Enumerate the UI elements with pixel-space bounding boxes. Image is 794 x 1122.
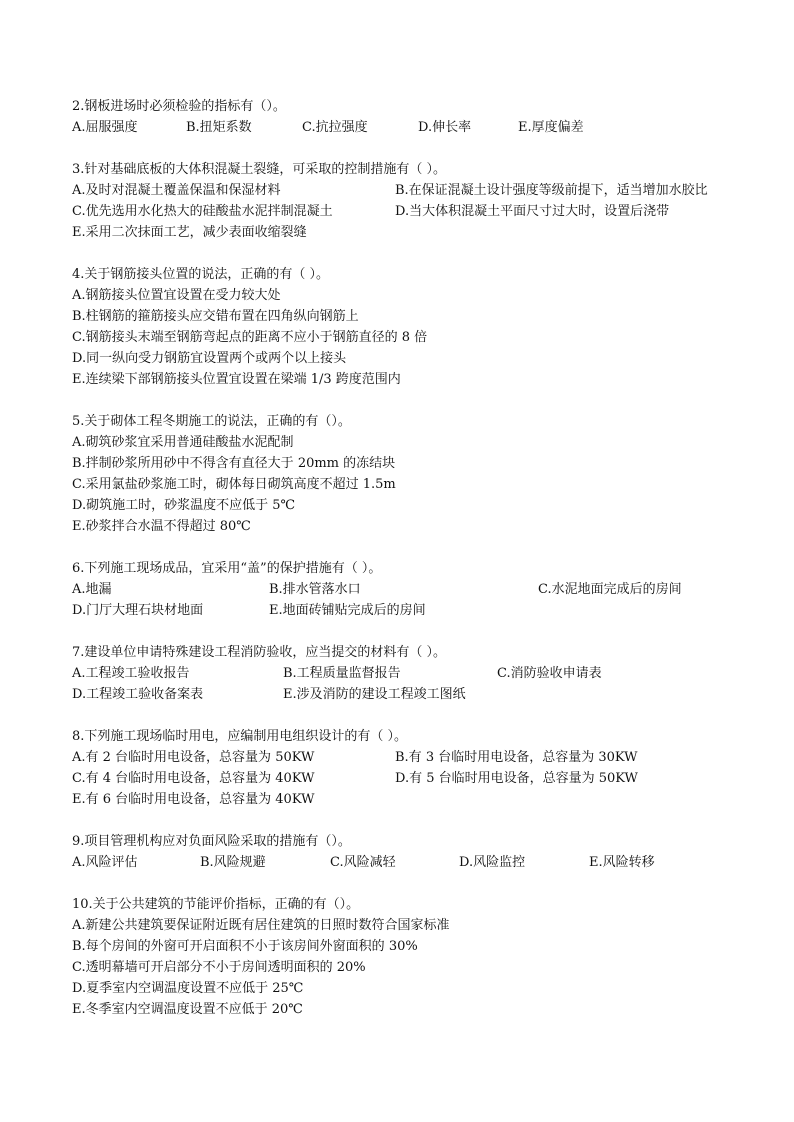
question-list [72,96,752,1020]
option-c: C.钢筋接头末端至钢筋弯起点的距离不应小于钢筋直径的 8 倍 [72,330,428,345]
option-e: E.冬季室内空调温度设置不应低于 20℃ [72,1002,303,1017]
option-b: B.在保证混凝土设计强度等级前提下，适当增加水胶比 [395,183,708,198]
option-a: A.地漏 [72,582,112,597]
question-stem: 8.下列施工现场临时用电，应编制用电组织设计的有（ ）。 [72,729,408,744]
option-c: C.水泥地面完成后的房间 [538,582,682,597]
option-a: A.钢筋接头位置宜设置在受力较大处 [72,288,281,303]
option-a: A.屈服强度 [72,120,138,135]
option-d: D.风险监控 [459,855,526,870]
options-row [72,768,752,789]
option-e: E.厚度偏差 [518,120,584,135]
option-a: A.砌筑砂浆宜采用普通硅酸盐水泥配制 [72,435,294,450]
option-d: D.夏季室内空调温度设置不应低于 25℃ [72,981,304,996]
options-row [72,201,752,222]
option-a: A.工程竣工验收报告 [72,666,190,681]
question-3 [72,159,752,243]
option-c: C.透明幕墙可开启部分不小于房间透明面积的 20% [72,960,366,975]
options-row [72,117,752,138]
question-9 [72,831,752,873]
option-e: E.有 6 台临时用电设备，总容量为 40KW [72,792,315,807]
question-stem: 10.关于公共建筑的节能评价指标，正确的有（）。 [72,897,360,912]
option-b: B.有 3 台临时用电设备，总容量为 30KW [395,750,638,765]
option-e: E.采用二次抹面工艺，减少表面收缩裂缝 [72,225,307,240]
question-6 [72,558,752,621]
question-stem: 5.关于砌体工程冬期施工的说法，正确的有（）。 [72,414,351,429]
options-row [72,747,752,768]
options-row [72,789,752,810]
question-7 [72,642,752,705]
question-stem: 7.建设单位申请特殊建设工程消防验收，应当提交的材料有（ ）。 [72,645,447,660]
options-row [72,852,752,873]
option-d: D.当大体积混凝土平面尺寸过大时，设置后浇带 [395,204,670,219]
option-c: C.采用氯盐砂浆施工时，砌体每日砌筑高度不超过 1.5m [72,477,396,492]
question-8 [72,726,752,810]
option-e: E.地面砖铺贴完成后的房间 [269,603,426,618]
option-e: E.风险转移 [589,855,655,870]
option-d: D.同一纵向受力钢筋宜设置两个或两个以上接头 [72,351,347,366]
option-a: A.新建公共建筑要保证附近既有居住建筑的日照时数符合国家标准 [72,918,450,933]
option-a: A.有 2 台临时用电设备，总容量为 50KW [72,750,315,765]
question-stem: 9.项目管理机构应对负面风险采取的措施有（）。 [72,834,351,849]
option-e: E.连续梁下部钢筋接头位置宜设置在梁端 1/3 跨度范围内 [72,372,401,387]
option-d: D.伸长率 [418,120,472,135]
question-stem: 2.钢板进场时必须检验的指标有（）。 [72,99,286,114]
option-c: C.有 4 台临时用电设备，总容量为 40KW [72,771,315,786]
question-4 [72,264,752,390]
option-e: E.砂浆拌合水温不得超过 80℃ [72,519,251,534]
options-row [72,663,752,684]
option-d: D.门厅大理石块材地面 [72,603,204,618]
options-row [72,684,752,705]
question-2 [72,96,752,138]
option-b: B.排水管落水口 [269,582,361,597]
option-b: B.扭矩系数 [186,120,252,135]
option-c: C.消防验收申请表 [497,666,602,681]
options-row [72,579,752,600]
options-row [72,600,752,621]
question-stem: 3.针对基础底板的大体积混凝土裂缝，可采取的控制措施有（ ）。 [72,162,447,177]
option-d: D.有 5 台临时用电设备，总容量为 50KW [395,771,638,786]
option-e: E.涉及消防的建设工程竣工图纸 [283,687,466,702]
option-c: C.优先选用水化热大的硅酸盐水泥拌制混凝土 [72,204,333,219]
option-d: D.工程竣工验收备案表 [72,687,204,702]
option-a: A.及时对混凝土覆盖保温和保湿材料 [72,183,281,198]
option-d: D.砌筑施工时，砂浆温度不应低于 5℃ [72,498,296,513]
options-row [72,222,752,243]
option-b: B.工程质量监督报告 [283,666,401,681]
option-b: B.柱钢筋的箍筋接头应交错布置在四角纵向钢筋上 [72,309,359,324]
option-b: B.拌制砂浆所用砂中不得含有直径大于 20mm 的冻结块 [72,456,396,471]
option-b: B.每个房间的外窗可开启面积不小于该房间外窗面积的 30% [72,939,418,954]
options-row [72,180,752,201]
question-stem: 4.关于钢筋接头位置的说法，正确的有（ ）。 [72,267,330,282]
option-c: C.抗拉强度 [302,120,368,135]
question-5 [72,411,752,537]
question-stem: 6.下列施工现场成品，宜采用“盖”的保护措施有（ ）。 [72,561,382,576]
option-a: A.风险评估 [72,855,138,870]
question-10 [72,894,752,1020]
option-c: C.风险减轻 [330,855,396,870]
option-b: B.风险规避 [200,855,266,870]
